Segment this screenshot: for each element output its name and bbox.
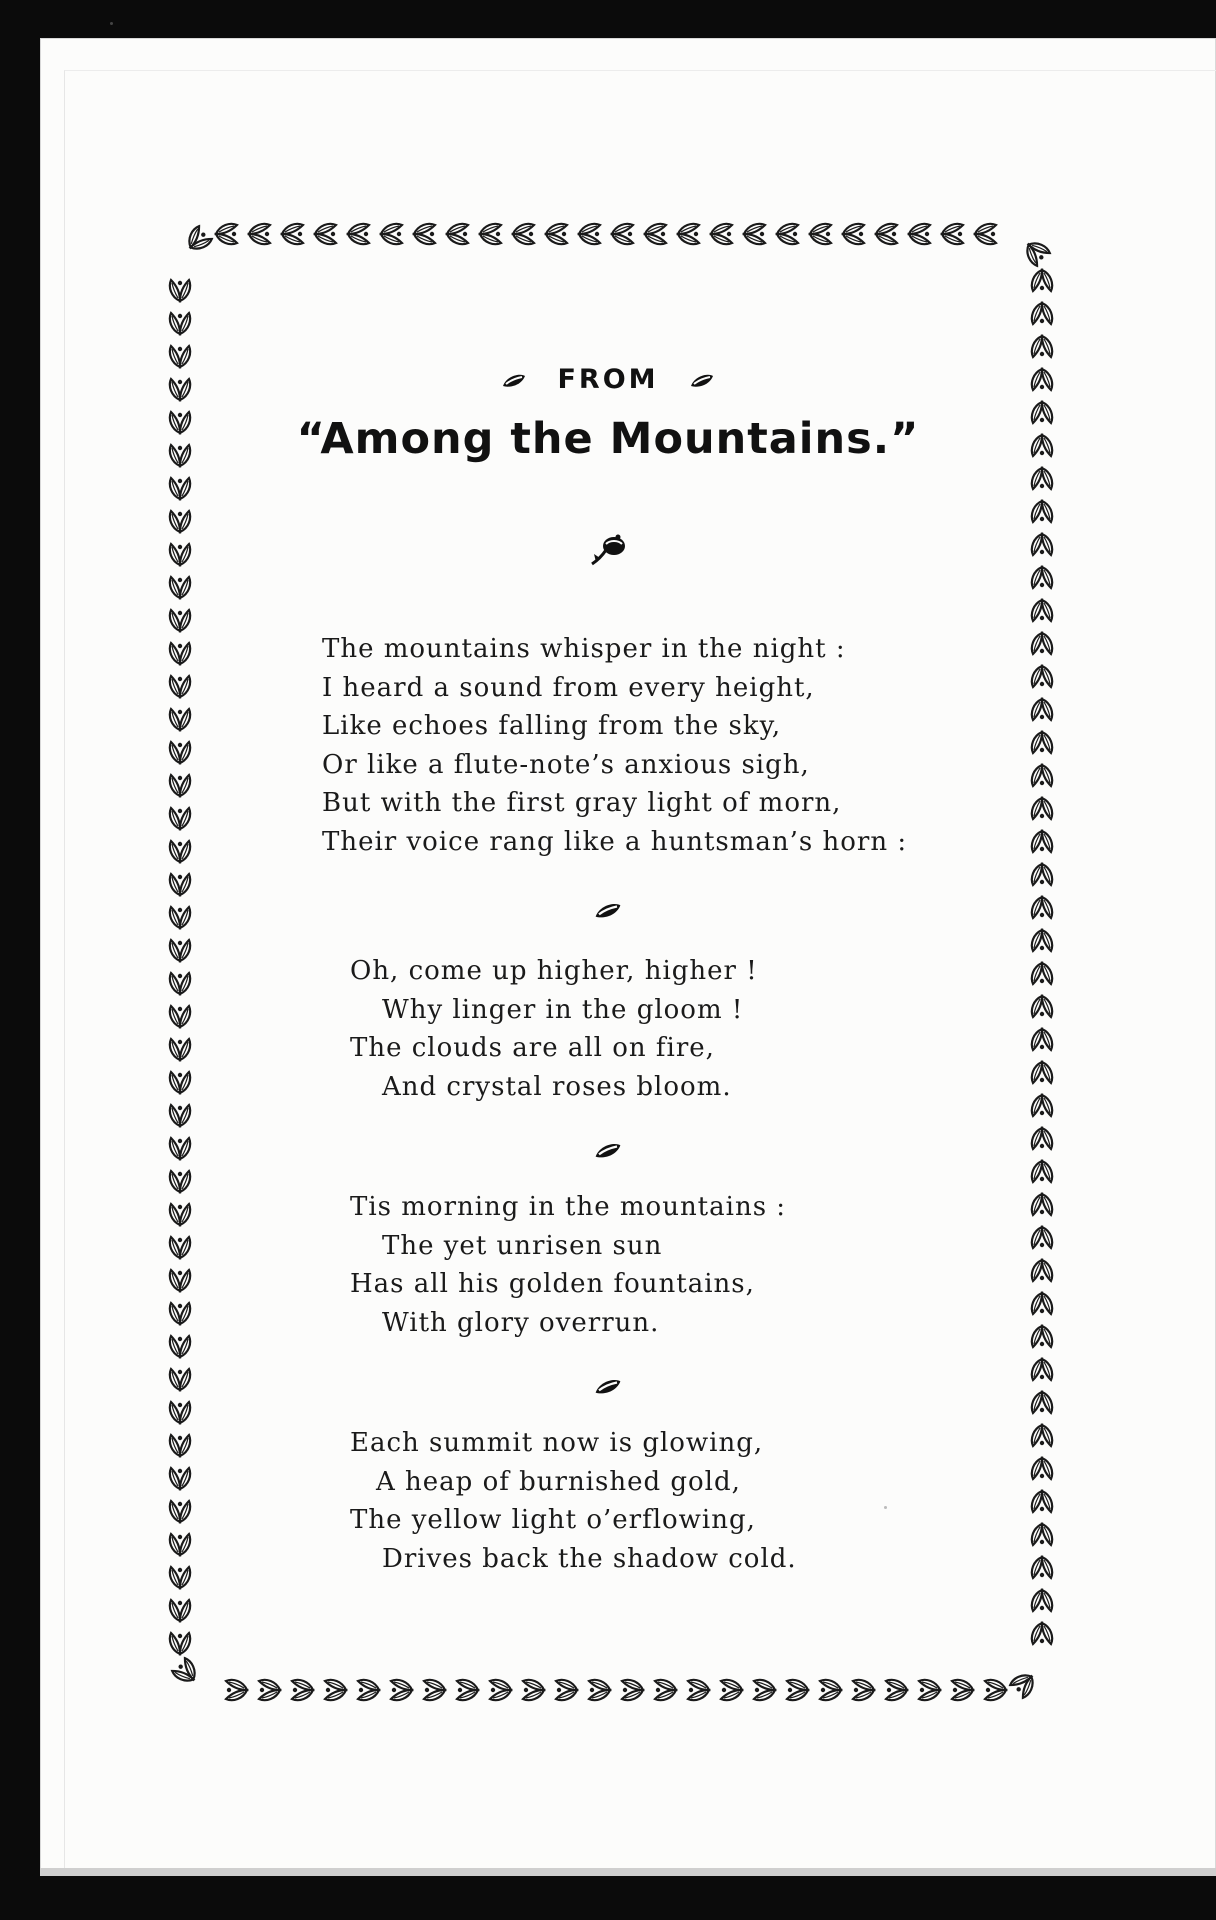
poem-line: The clouds are all on fire,	[350, 1033, 715, 1063]
stanza-4	[350, 1424, 797, 1578]
poem-line: Why linger in the gloom !	[382, 994, 744, 1025]
poem-line: Tis morning in the mountains :	[350, 1192, 787, 1222]
poem-line: The yet unrisen sun	[382, 1230, 663, 1261]
stanza-3	[350, 1188, 786, 1342]
stanza-1	[322, 630, 907, 861]
from-label: FROM	[557, 364, 659, 395]
poem-line: Drives back the shadow cold.	[382, 1543, 797, 1574]
leaf-ornament-icon	[0, 1142, 1216, 1164]
poem-line: Oh, come up higher, higher !	[350, 956, 758, 986]
leaf-ornament-icon	[689, 365, 715, 396]
stanza-2	[350, 952, 758, 1106]
leaf-ornament-icon	[501, 365, 527, 396]
poem-line: With glory overrun.	[382, 1307, 660, 1338]
heading-from	[0, 364, 1216, 396]
poem-line: And crystal roses bloom.	[382, 1071, 732, 1102]
page-bottom-edge	[40, 1868, 1216, 1876]
flower-sprig-icon	[0, 534, 1216, 574]
poem-line: Has all his golden fountains,	[350, 1269, 755, 1299]
dust-speck	[110, 22, 113, 25]
poem-title: “Among the Mountains.”	[296, 414, 920, 464]
leaf-ornament-icon	[0, 1378, 1216, 1400]
poem-line: Their voice rang like a huntsman’s horn :	[322, 826, 908, 857]
poem-line: A heap of burnished gold,	[376, 1466, 741, 1497]
poem-line: I heard a sound from every height,	[322, 672, 815, 703]
poem-line: The yellow light o’erflowing,	[350, 1505, 756, 1535]
poem-line: Like echoes falling from the sky,	[322, 711, 782, 741]
poem-line: The mountains whisper in the night :	[322, 634, 846, 664]
poem-line: Or like a flute-note’s anxious sigh,	[322, 749, 810, 780]
leaf-ornament-icon	[0, 902, 1216, 924]
poem-line: Each summit now is glowing,	[350, 1428, 764, 1458]
poem-line: But with the first gray light of morn,	[322, 788, 842, 818]
